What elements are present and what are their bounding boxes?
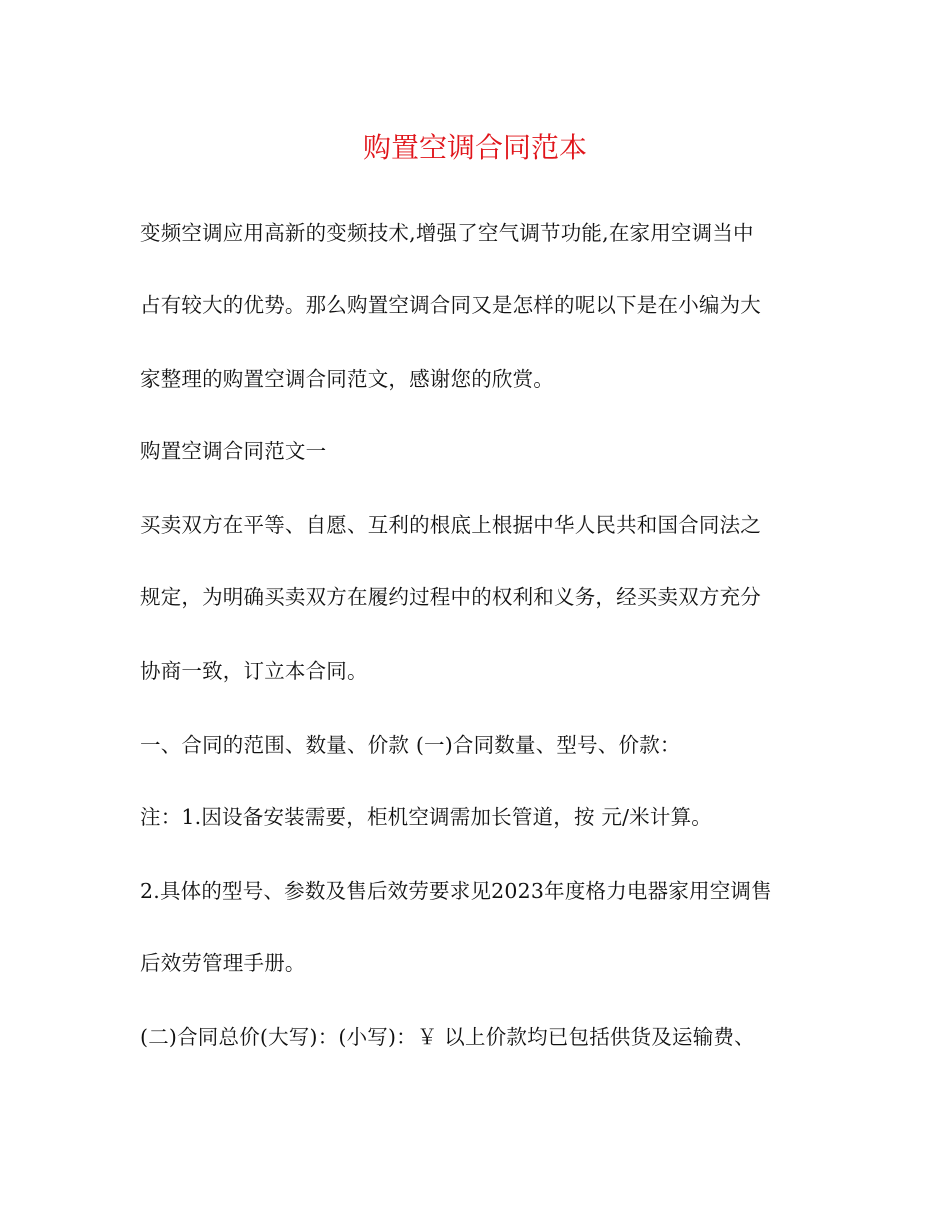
section-heading-sample-one: 购置空调合同范文一 — [140, 439, 327, 463]
paragraph-intro-line-3: 家整理的购置空调合同范文，感谢您的欣赏。 — [140, 367, 554, 391]
note-line-3: 后效劳管理手册。 — [140, 951, 306, 975]
paragraph-preamble-line-1: 买卖双方在平等、自愿、互利的根底上根据中华人民共和国合同法之 — [140, 513, 761, 537]
paragraph-preamble-line-2: 规定，为明确买卖双方在履约过程中的权利和义务，经买卖双方充分 — [140, 585, 761, 609]
clause-one-heading: 一、合同的范围、数量、价款 (一)合同数量、型号、价款： — [140, 733, 681, 757]
document-title: 购置空调合同范本 — [362, 131, 587, 164]
note-line-1: 注：1.因设备安装需要，柜机空调需加长管道，按 元/米计算。 — [140, 805, 712, 829]
paragraph-preamble-line-3: 协商一致，订立本合同。 — [140, 659, 368, 683]
note-line-2: 2.具体的型号、参数及售后效劳要求见2023年度格力电器家用空调售 — [140, 879, 772, 903]
paragraph-intro-line-2: 占有较大的优势。那么购置空调合同又是怎样的呢以下是在小编为大 — [140, 293, 761, 317]
paragraph-intro-line-1: 变频空调应用高新的变频技术,增强了空气调节功能,在家用空调当中 — [140, 221, 754, 245]
total-price-line: (二)合同总价(大写)：(小写)：￥ 以上价款均已包括供货及运输费、 — [140, 1025, 755, 1049]
